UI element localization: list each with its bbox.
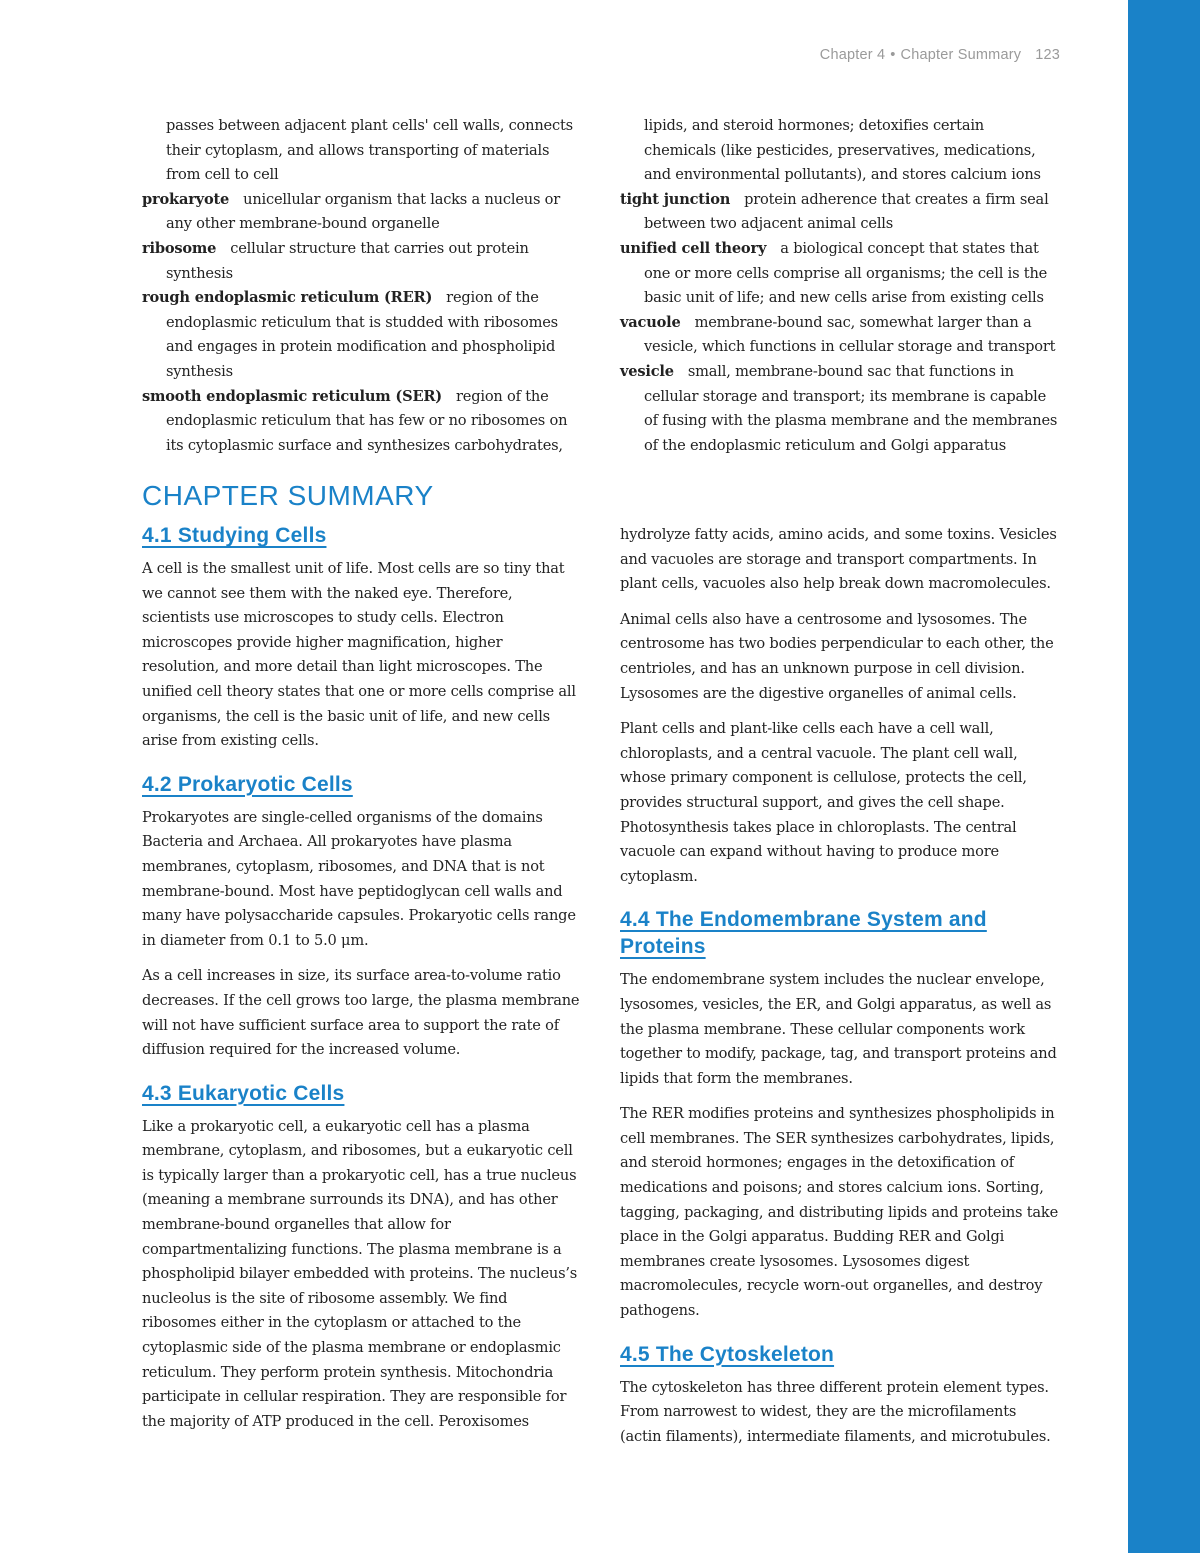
glossary-term: tight junction [620,190,731,208]
glossary-entry [620,360,1060,458]
glossary-term: smooth endoplasmic reticulum (SER) [142,387,442,405]
glossary-term: ribosome [142,239,217,257]
section-paragraph: hydrolyze fatty acids, amino acids, and some toxins. Vesicles and vacuoles are storage and transport compartments. In plant cells, vacuoles also help break down macromolecules. [620,526,1057,593]
page-number: 123 [1035,47,1060,63]
glossary-entry [142,286,582,384]
section-paragraph: A cell is the smallest unit of life. Most cells are so tiny that we cannot see them with the naked eye. Therefore, scientists use microscopes to study cells. Electron microscopes provide higher magnification, higher resolution, and more detail than light microscopes. The unified cell theory states that one or more cells comprise all organisms, the cell is the basic unit of life, and new cells arise from existing cells. [142,560,576,750]
glossary-entry [620,188,1060,237]
glossary-definition: protein adherence that creates a firm seal between two adjacent animal cells [644,190,1049,233]
glossary-definition: passes between adjacent plant cells' cell walls, connects their cytoplasm, and allows transporting of materials from cell to cell [166,117,573,184]
section-paragraph: Prokaryotes are single-celled organisms of the domains Bacteria and Archaea. All prokaryotes have plasma membranes, cytoplasm, ribosomes, and DNA that is not membrane-bound. Most have peptidoglycan cell walls and many have polysaccharide capsules. Prokaryotic cells range in diameter from 0.1 to 5.0 μm. [142,808,576,949]
glossary-definition: region of the endoplasmic reticulum that has few or no ribosomes on its cytoplasmic surface and synthesizes carbohydrates, [166,387,568,454]
glossary-definition: region of the endoplasmic reticulum that is studded with ribosomes and engages in protein modification and phospholipid synthesis [166,289,558,380]
glossary-term: vacuole [620,313,681,331]
section-paragraph: Animal cells also have a centrosome and lysosomes. The centrosome has two bodies perpendicular to each other, the centrioles, and has an unknown purpose in cell division. Lysosomes are the digestive organelles of animal cells. [620,610,1054,702]
header-chapter: Chapter 4 [819,47,886,63]
glossary-definition: small, membrane-bound sac that functions in cellular storage and transport; its membrane is capable of fusing with the plasma membrane and the membranes of the endoplasmic reticulum and Golgi apparatus [644,362,1058,454]
section-link-4-3[interactable]: 4.3 Eukaryotic Cells [142,1081,345,1105]
section-paragraph: Plant cells and plant-like cells each have a cell wall, chloroplasts, and a central vacuole. The plant cell wall, whose primary component is cellulose, protects the cell, provides structural support, and gives the cell shape. Photosynthesis takes place in chloroplasts. The central vacuole can expand without having to produce more cytoplasm. [620,720,1027,885]
section-paragraph: The endomembrane system includes the nuclear envelope, lysosomes, vesicles, the ER, and Golgi apparatus, as well as the plasma membrane. These cellular components work together to modify, package, tag, and transport proteins and lipids that form the membranes. [620,971,1057,1087]
glossary-definition: lipids, and steroid hormones; detoxifies certain chemicals (like pesticides, preservatives, medications, and environmental pollutants), and stores calcium ions [644,117,1041,184]
running-header [760,47,1060,63]
glossary-entry [620,237,1060,311]
glossary-entry [620,311,1060,360]
page-edge-color-bar [1128,0,1200,1553]
header-separator: • [890,47,896,63]
section-link-4-1[interactable]: 4.1 Studying Cells [142,524,327,547]
glossary-definition: membrane-bound sac, somewhat larger than a vesicle, which functions in cellular storage and transport [644,313,1056,356]
glossary-term: unified cell theory [620,239,767,257]
section-link-4-5[interactable]: 4.5 The Cytoskeleton [620,1342,835,1366]
glossary-entry [142,237,582,286]
glossary-definition: cellular structure that carries out protein synthesis [166,239,529,282]
glossary-definition: unicellular organism that lacks a nucleus or any other membrane-bound organelle [166,190,561,233]
section-link-4-4[interactable]: 4.4 The Endomembrane System and Proteins [620,908,987,959]
summary-left-column [142,522,582,1445]
glossary-right-column [620,114,1060,458]
summary-right-column [620,523,1060,1460]
glossary-entry [620,114,1060,188]
glossary-left-column [142,114,582,458]
section-paragraph: The RER modifies proteins and synthesizes phospholipids in cell membranes. The SER synthesizes carbohydrates, lipids, and steroid hormones; engages in the detoxification of medications and poisons; and stores calcium ions. Sorting, tagging, packaging, and distributing lipids and proteins take place in the Golgi apparatus. Budding RER and Golgi membranes create lysosomes. Lysosomes digest macromolecules, recycle worn-out organelles, and destroy pathogens. [620,1105,1059,1320]
glossary-entry [142,385,582,459]
glossary-term: vesicle [620,362,674,380]
glossary-entry [142,114,582,188]
section-link-4-2[interactable]: 4.2 Prokaryotic Cells [142,772,353,796]
chapter-summary-heading: CHAPTER SUMMARY [142,480,434,511]
glossary-term: prokaryote [142,190,230,208]
glossary-entry [142,188,582,237]
header-section: Chapter Summary [900,47,1022,63]
glossary-term: rough endoplasmic reticulum (RER) [142,289,433,307]
section-paragraph: As a cell increases in size, its surface area-to-volume ratio decreases. If the cell grows too large, the plasma membrane will not have sufficient surface area to support the rate of diffusion required for the increased volume. [142,967,580,1059]
section-paragraph: Like a prokaryotic cell, a eukaryotic cell has a plasma membrane, cytoplasm, and ribosomes, but a eukaryotic cell is typically larger than a prokaryotic cell, has a true nucleus (meaning a membrane surrounds its DNA), and has other membrane-bound organelles that allow for compartmentalizing functions. The plasma membrane is a phospholipid bilayer embedded with proteins. The nucleus’s nucleolus is the site of ribosome assembly. We find ribosomes either in the cytoplasm or attached to the cytoplasmic side of the plasma membrane or endoplasmic reticulum. They perform protein synthesis. Mitochondria participate in cellular respiration. They are responsible for the majority of ATP produced in the cell. Peroxisomes [142,1117,578,1430]
section-paragraph: The cytoskeleton has three different protein element types. From narrowest to widest, they are the microfilaments (actin filaments), intermediate filaments, and microtubules. [620,1378,1051,1445]
glossary-definition: a biological concept that states that one or more cells comprise all organisms; the cell is the basic unit of life; and new cells arise from existing cells [644,239,1048,307]
